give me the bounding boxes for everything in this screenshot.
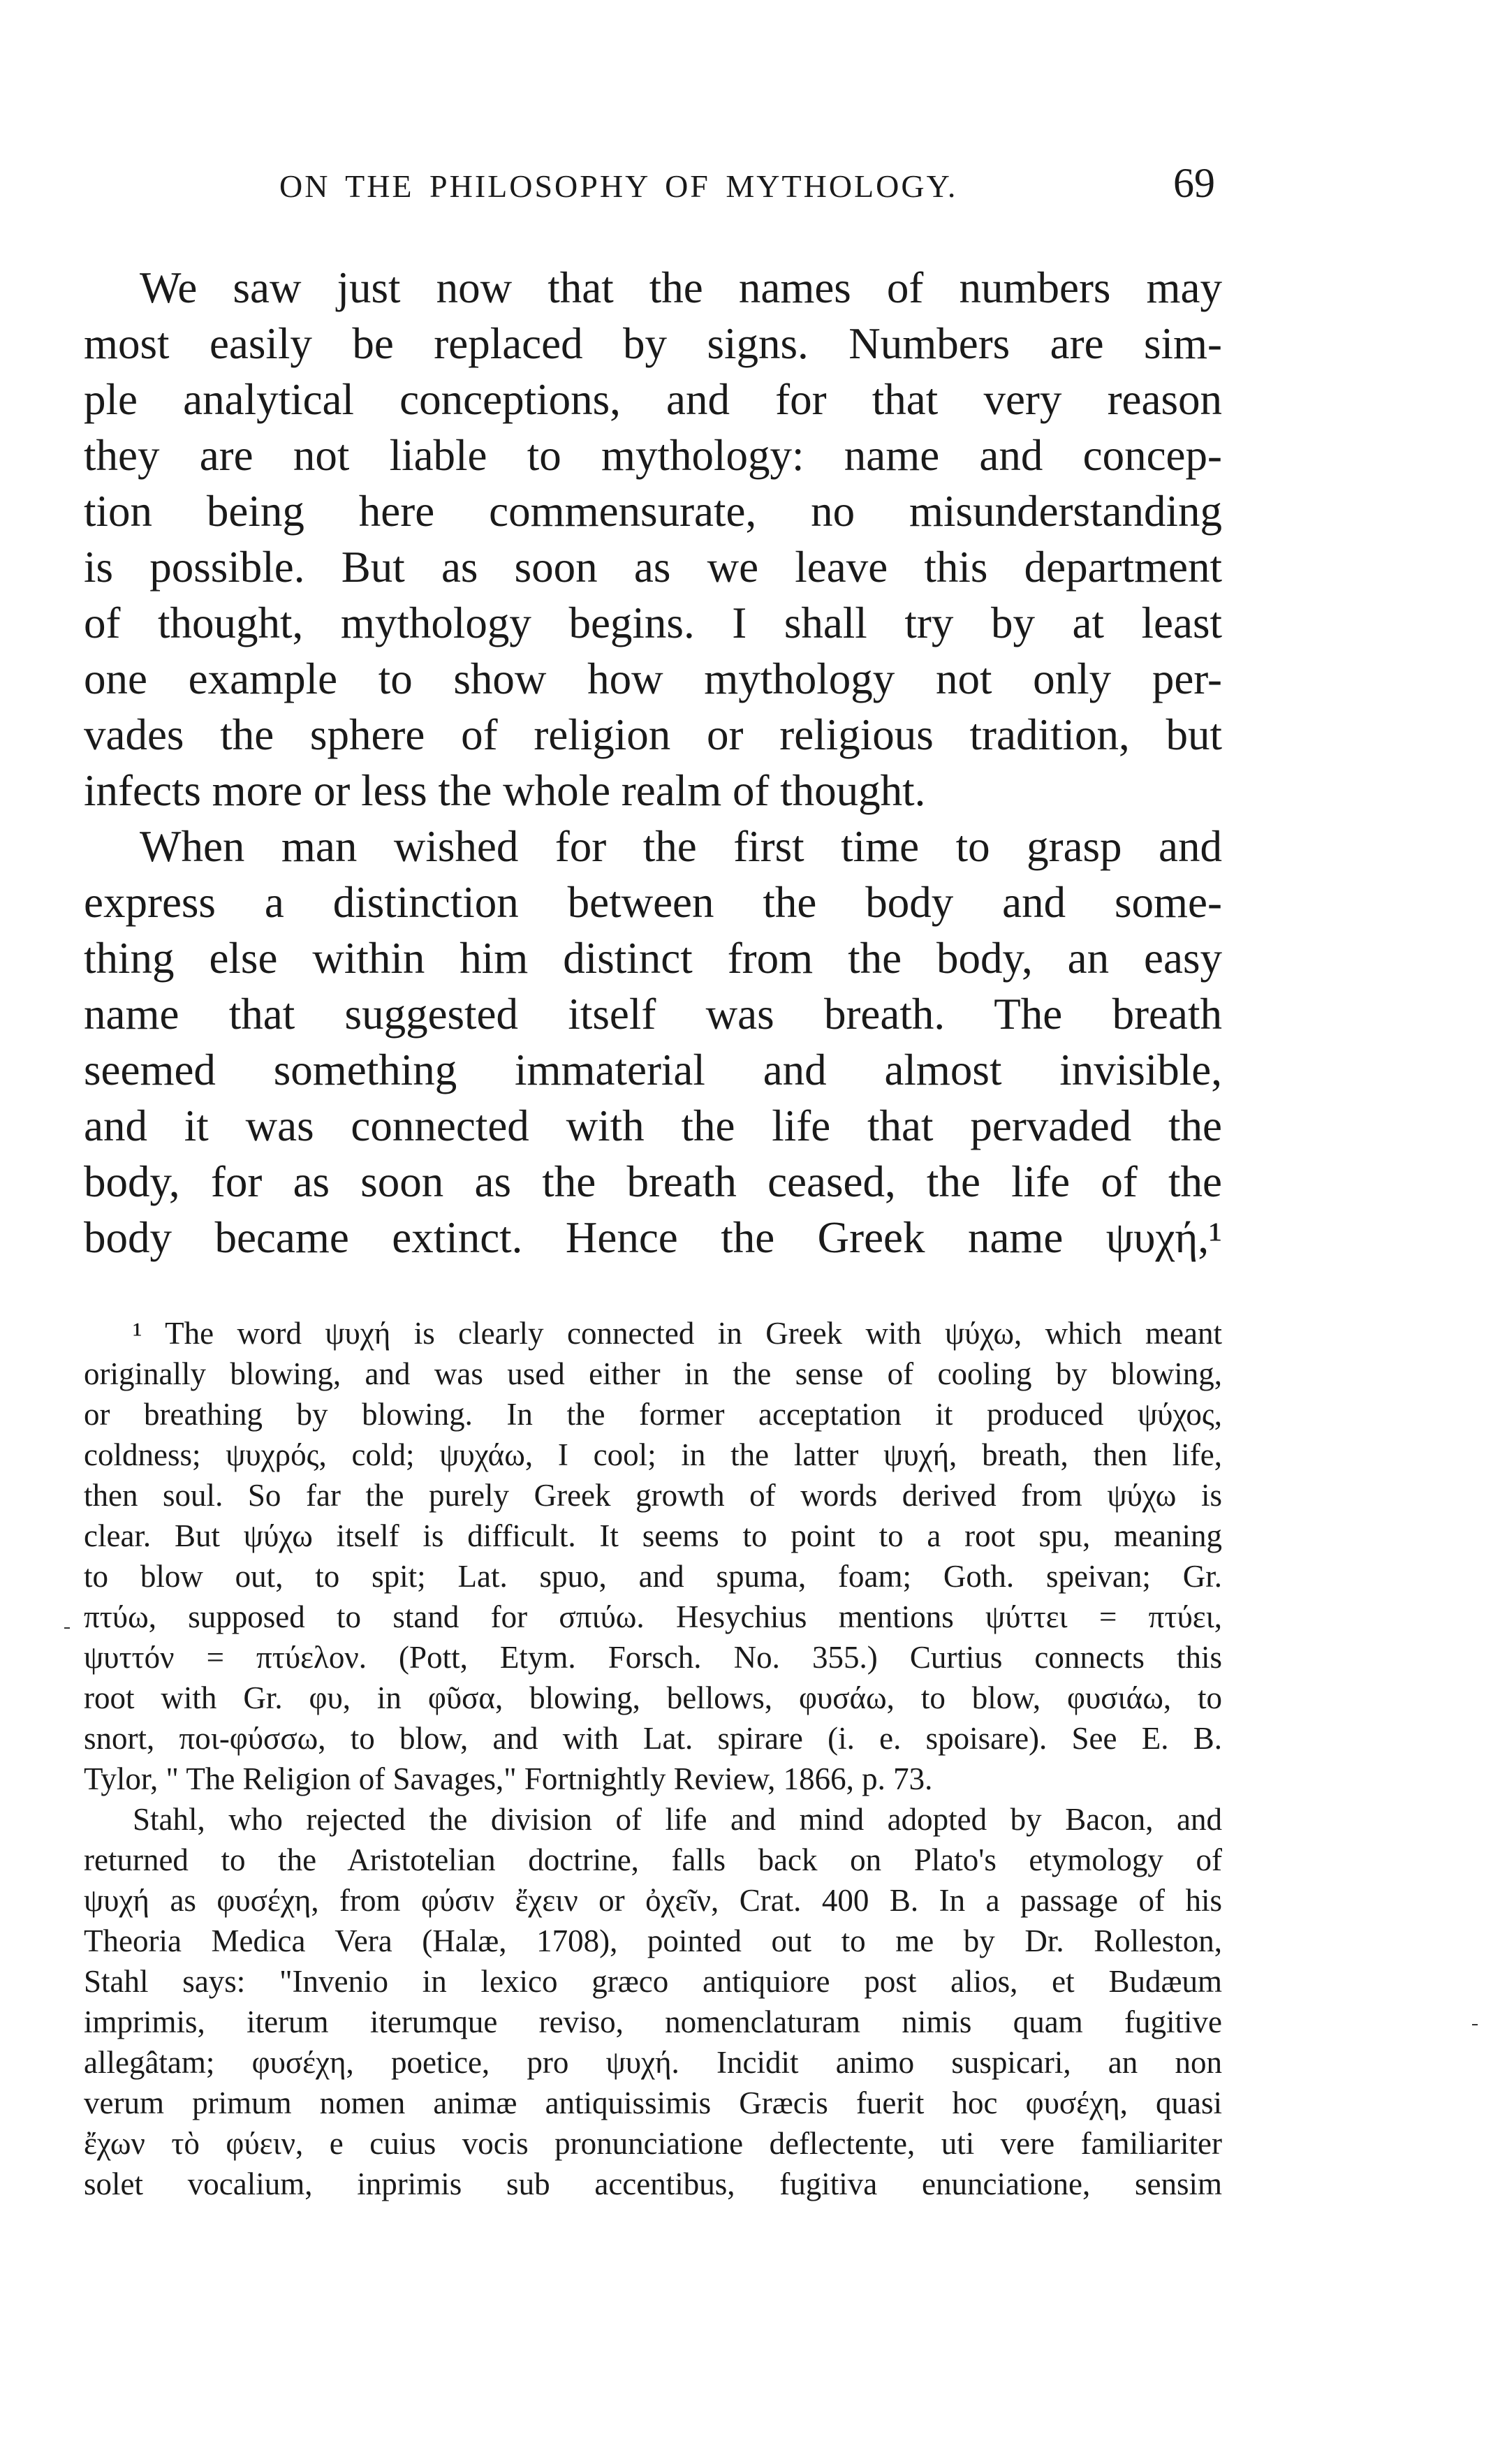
footnote-line: πτύω, supposed to stand for σπιύω. Hesychius mentions ψύττει = πτύει, <box>84 1599 1222 1634</box>
margin-mark <box>1472 2024 1478 2025</box>
page-number: 69 <box>1173 160 1215 206</box>
text-line: body became extinct. Hence the Greek name ψυχή,¹ <box>84 1213 1222 1262</box>
text-line: they are not liable to mythology: name and concep- <box>84 431 1222 480</box>
footnote-line: root with Gr. φυ, in φῦσα, blowing, bellows, φυσάω, to blow, φυσιάω, to <box>84 1680 1222 1715</box>
footnote-line: allegâtam; φυσέχη, poetice, pro ψυχή. Incidit animo suspicari, an non <box>84 2045 1222 2080</box>
main-text <box>84 260 1222 1279</box>
footnote-line: snort, ποι-φύσσω, to blow, and with Lat. spirare (i. e. spoisare). See E. B. <box>84 1721 1222 1756</box>
footnote-line: ψυττόν = πτύελον. (Pott, Etym. Forsch. No. 355.) Curtius connects this <box>84 1640 1222 1675</box>
text-line: seemed something immaterial and almost invisible, <box>84 1046 1222 1094</box>
text-line: We saw just now that the names of numbers may <box>140 263 1222 312</box>
footnote-line: verum primum nomen animæ antiquissimis Græcis fuerit hoc φυσέχη, quasi <box>84 2085 1222 2120</box>
footnote-line: ¹ The word ψυχή is clearly connected in Greek with ψύχω, which meant <box>133 1316 1222 1351</box>
footnote-line: solet vocalium, inprimis sub accentibus, fugitiva enunciatione, sensim <box>84 2166 1222 2201</box>
text-line: tion being here commensurate, no misunderstanding <box>84 487 1222 536</box>
footnote-block <box>84 1313 1222 2207</box>
running-head <box>279 159 1215 222</box>
text-line: name that suggested itself was breath. The breath <box>84 990 1222 1039</box>
text-line: body, for as soon as the breath ceased, the life of the <box>84 1157 1222 1206</box>
running-title: ON THE PHILOSOPHY OF MYTHOLOGY. <box>279 168 958 204</box>
text-line: thing else within him distinct from the body, an easy <box>84 934 1222 983</box>
footnote-line: Stahl says: "Invenio in lexico græco antiquiore post alios, et Budæum <box>84 1964 1222 1999</box>
footnote-line: coldness; ψυχρός, cold; ψυχάω, I cool; in the latter ψυχή, breath, then life, <box>84 1437 1222 1472</box>
text-line: When man wished for the first time to grasp and <box>140 822 1222 871</box>
text-line: ple analytical conceptions, and for that very reason <box>84 375 1222 424</box>
text-line: infects more or less the whole realm of thought. <box>84 766 926 815</box>
footnote-line: Theoria Medica Vera (Halæ, 1708), pointed out to me by Dr. Rolleston, <box>84 1923 1222 1958</box>
text-line: one example to show how mythology not only per- <box>84 654 1222 703</box>
text-line: is possible. But as soon as we leave this department <box>84 543 1222 592</box>
footnote-line: Tylor, " The Religion of Savages," Fortnightly Review, 1866, p. 73. <box>84 1761 933 1796</box>
margin-mark <box>64 1627 70 1629</box>
footnote-line: imprimis, iterum iterumque reviso, nomenclaturam nimis quam fugitive <box>84 2004 1222 2039</box>
footnote-line: or breathing by blowing. In the former acceptation it produced ψύχος, <box>84 1397 1222 1432</box>
footnote-line: then soul. So far the purely Greek growth of words derived from ψύχω is <box>84 1478 1222 1513</box>
text-line: most easily be replaced by signs. Numbers are sim- <box>84 319 1222 368</box>
text-line: of thought, mythology begins. I shall try by at least <box>84 599 1222 647</box>
text-line: express a distinction between the body and some- <box>84 878 1222 927</box>
footnote-line: to blow out, to spit; Lat. spuo, and spuma, foam; Goth. speivan; Gr. <box>84 1559 1222 1594</box>
footnote-line: Stahl, who rejected the division of life and mind adopted by Bacon, and <box>133 1802 1222 1837</box>
text-line: and it was connected with the life that pervaded the <box>84 1101 1222 1150</box>
footnote-line: ψυχή as φυσέχη, from φύσιν ἔχειν or ὀχεῖν, Crat. 400 B. In a passage of his <box>84 1883 1222 1918</box>
footnote-line: returned to the Aristotelian doctrine, falls back on Plato's etymology of <box>84 1842 1222 1877</box>
text-line: vades the sphere of religion or religious tradition, but <box>84 710 1222 759</box>
footnote-line: ἔχων τὸ φύειν, e cuius vocis pronunciatione deflectente, uti vere familiariter <box>84 2126 1222 2161</box>
footnote-line: clear. But ψύχω itself is difficult. It seems to point to a root spu, meaning <box>84 1518 1222 1553</box>
footnote-line: originally blowing, and was used either in the sense of cooling by blowing, <box>84 1356 1222 1391</box>
